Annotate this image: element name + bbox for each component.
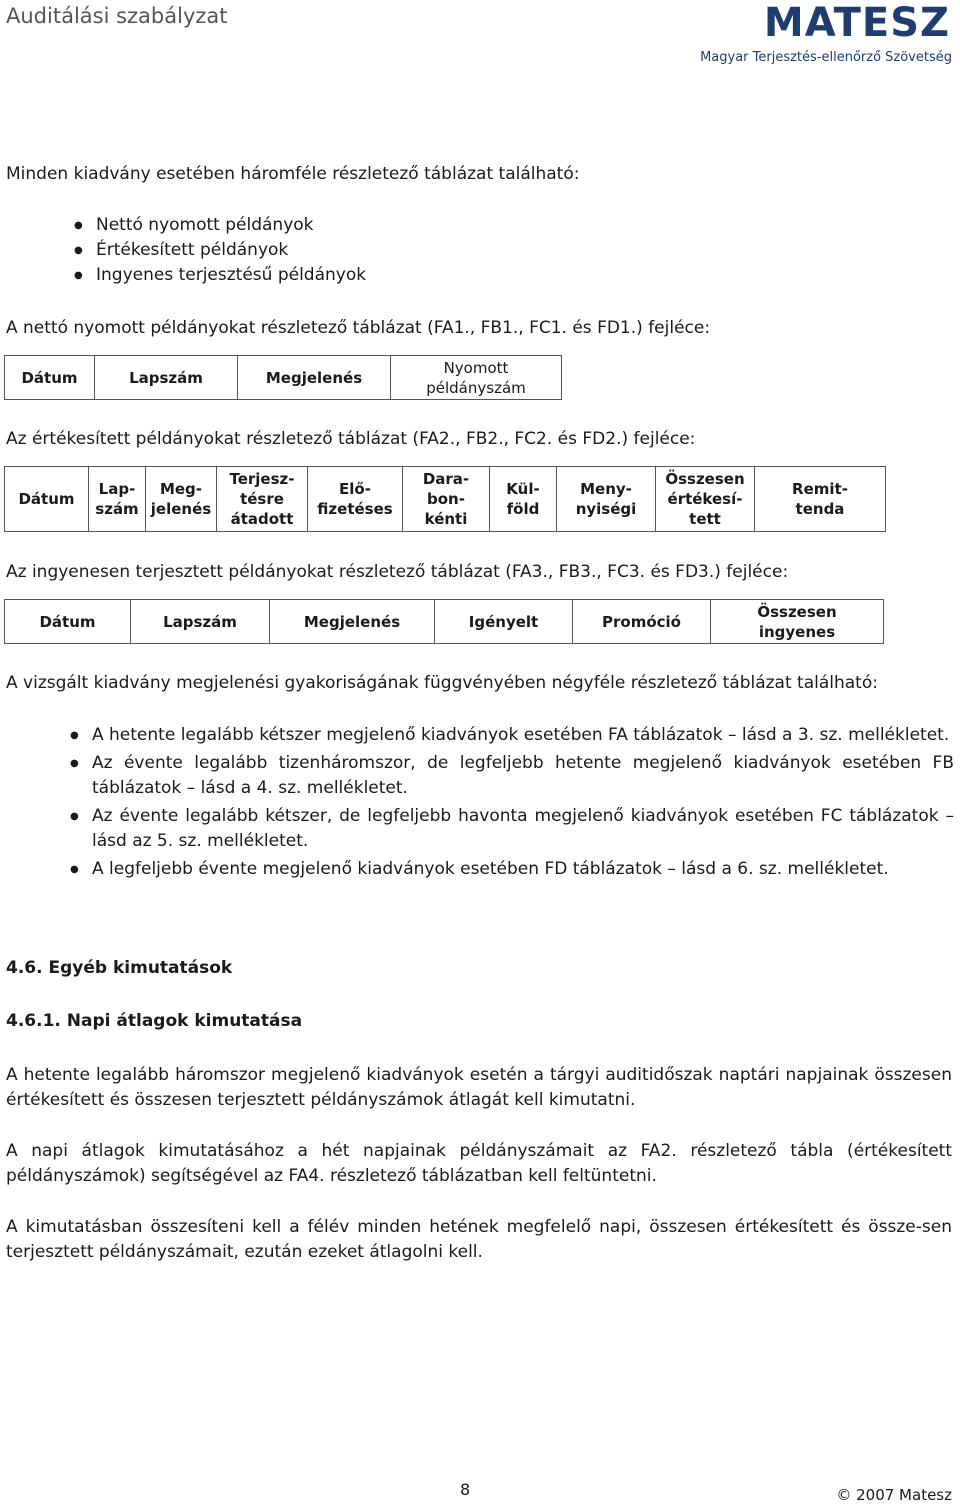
section-heading-4-6-1: 4.6.1. Napi átlagok kimutatása bbox=[6, 1011, 303, 1031]
list-item: ● A hetente legalább kétszer megjelenő kiadványok esetében FA táblázatok – lásd a 3. sz. mellékletet. bbox=[70, 723, 954, 748]
fa2-col-mennyisegi: Meny- nyiségi bbox=[557, 467, 656, 532]
fa1-header-table bbox=[4, 355, 562, 400]
fa1-col-datum: Dátum bbox=[5, 356, 95, 400]
fa3-header-table bbox=[4, 599, 884, 644]
section-heading-4-6: 4.6. Egyéb kimutatások bbox=[6, 958, 233, 978]
paragraph: A kimutatásban összesíteni kell a félév minden hetének megfelelő napi, összesen értékesített és össze-sen terjesztett példányszámait, ezután ezeket átlagolni kell. bbox=[6, 1217, 952, 1262]
list-item: ● Ingyenes terjesztésű példányok bbox=[74, 263, 674, 288]
frequency-intro: A vizsgált kiadvány megjelenési gyakoriságának függvényében négyféle részletező táblázat található: bbox=[6, 673, 878, 693]
fa3-col-igenyelt: Igényelt bbox=[435, 600, 573, 644]
fa2-col-megjelenes: Meg- jelenés bbox=[146, 467, 217, 532]
fa2-col-elofizeteses: Elő- fizetéses bbox=[308, 467, 403, 532]
list-item: ● Az évente legalább tizenháromszor, de legfeljebb hetente megjelenő kiadványok esetében FB táblázatok – lásd a 4. sz. mellékletet. bbox=[70, 751, 954, 801]
list-item: ● Nettó nyomott példányok bbox=[74, 213, 674, 238]
fa3-col-lapszam: Lapszám bbox=[131, 600, 270, 644]
paragraph: A napi átlagok kimutatásához a hét napjainak példányszámait az FA2. részletező tábla (értékesített példányszámok) segítségével az FA4. részletező táblázatban kell feltüntetni. bbox=[6, 1141, 952, 1186]
fa1-col-lapszam: Lapszám bbox=[95, 356, 238, 400]
list-item: ● Értékesített példányok bbox=[74, 238, 674, 263]
fa3-col-osszesen-ingyenes: Összesen ingyenes bbox=[711, 600, 884, 644]
logo-wordmark: MATESZ bbox=[763, 0, 950, 46]
fa3-caption: Az ingyenesen terjesztett példányokat részletező táblázat (FA3., FB3., FC3. és FD3.) fejléce: bbox=[6, 562, 789, 582]
document-title: Auditálási szabályzat bbox=[6, 4, 228, 28]
fa1-caption: A nettó nyomott példányokat részletező táblázat (FA1., FB1., FC1. és FD1.) fejléce: bbox=[6, 318, 711, 338]
page-number: 8 bbox=[460, 1480, 471, 1499]
fa2-col-lapszam: Lap- szám bbox=[89, 467, 146, 532]
fa2-caption: Az értékesített példányokat részletező táblázat (FA2., FB2., FC2. és FD2.) fejléce: bbox=[6, 429, 696, 449]
fa3-col-promocio: Promóció bbox=[573, 600, 711, 644]
list-item: ● A legfeljebb évente megjelenő kiadványok esetében FD táblázatok – lásd a 6. sz. mellékletet. bbox=[70, 857, 954, 882]
fa2-col-datum: Dátum bbox=[5, 467, 89, 532]
fa2-col-terjesztesre: Terjesz- tésre átadott bbox=[217, 467, 308, 532]
matesz-logo bbox=[686, 0, 956, 70]
fa1-col-nyomott: Nyomott példányszám bbox=[391, 356, 562, 400]
logo-subtitle: Magyar Terjesztés-ellenőrző Szövetség bbox=[700, 50, 952, 65]
fa2-col-osszesen-ertekesitett: Összesen értékesí- tett bbox=[656, 467, 755, 532]
paragraph: A hetente legalább háromszor megjelenő kiadványok esetén a tárgyi auditidőszak naptári napjainak összesen értékesített és összesen terjesztett példányszámok átlagát kell kimutatni. bbox=[6, 1065, 952, 1110]
copyright: © 2007 Matesz bbox=[836, 1486, 952, 1504]
fa2-header-table bbox=[4, 466, 886, 532]
fa2-col-kulfold: Kül- föld bbox=[490, 467, 557, 532]
frequency-list bbox=[70, 723, 954, 882]
fa1-col-megjelenes: Megjelenés bbox=[238, 356, 391, 400]
fa2-col-darabonkenti: Dara- bon- kénti bbox=[403, 467, 490, 532]
fa2-col-remittenda: Remit- tenda bbox=[755, 467, 886, 532]
intro-text: Minden kiadvány esetében háromféle részletező táblázat található: bbox=[6, 164, 580, 184]
list-item: ● Az évente legalább kétszer, de legfeljebb havonta megjelenő kiadványok esetében FC táblázatok – lásd az 5. sz. mellékletet. bbox=[70, 804, 954, 854]
fa3-col-megjelenes: Megjelenés bbox=[270, 600, 435, 644]
table-types-list bbox=[74, 213, 674, 288]
fa3-col-datum: Dátum bbox=[5, 600, 131, 644]
